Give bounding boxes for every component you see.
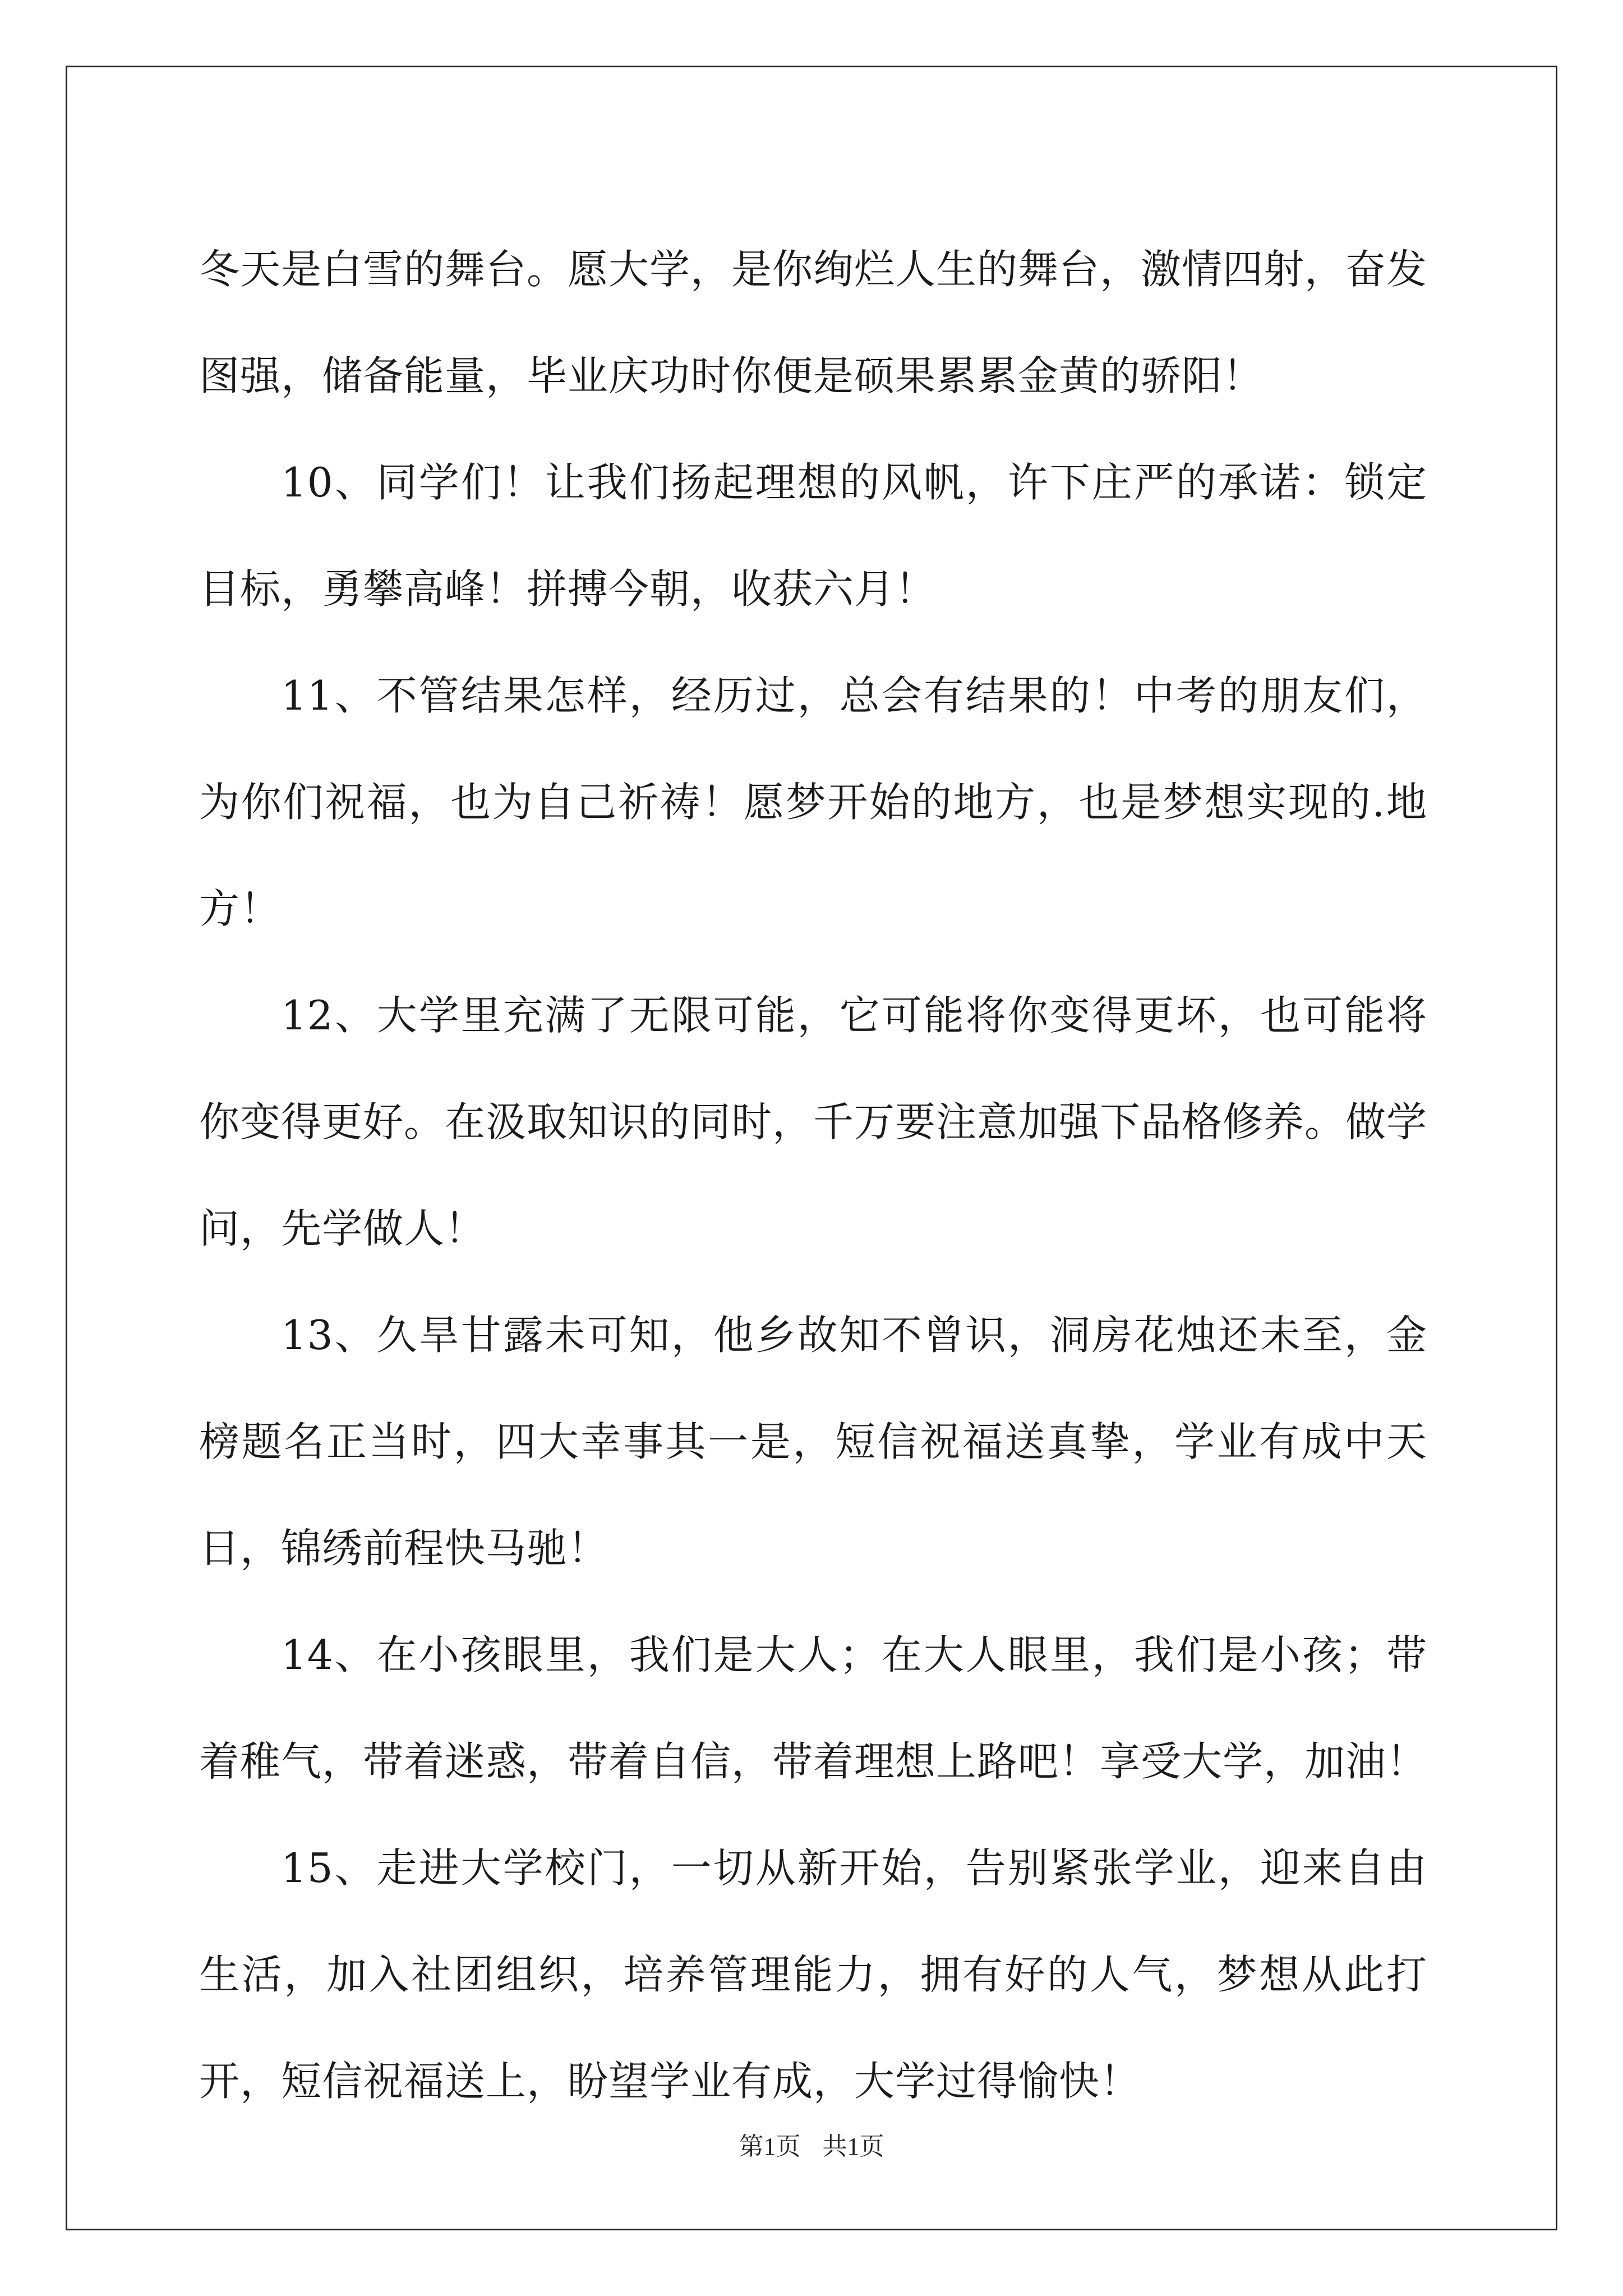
paragraph-7: 15、走进大学校门，一切从新开始，告别紧张学业，迎来自由生活，加入社团组织，培养管理能力，拥有好的人气，梦想从此打开，短信祝福送上，盼望学业有成，大学过得愉快！ [199,1844,1427,2105]
paragraph-1: 冬天是白雪的舞台。愿大学，是你绚烂人生的舞台，激情四射，奋发图强，储备能量，毕业庆功时你便是硕果累累金黄的骄阳！ [199,246,1428,399]
page-total: 共1页 [822,2133,884,2160]
paragraph-5: 13、久旱甘露未可知，他乡故知不曾识，洞房花烛还未至，金榜题名正当时，四大幸事其一是，短信祝福送真挚，学业有成中天日，锦绣前程快马驰！ [199,1312,1427,1572]
paragraph-3: 11、不管结果怎样，经历过，总会有结果的！中考的朋友们，为你们祝福，也为自己祈祷！愿梦开始的地方，也是梦想实现的.地方！ [199,672,1427,932]
paragraph-6: 14、在小孩眼里，我们是大人；在大人眼里，我们是小孩；带着稚气，带着迷惑，带着自信，带着理想上路吧！享受大学，加油！ [199,1631,1428,1785]
paragraph-4: 12、大学里充满了无限可能，它可能将你变得更坏，也可能将你变得更好。在汲取知识的同时，千万要注意加强下品格修养。做学问，先学做人！ [199,992,1428,1252]
document-body [199,216,1427,2134]
page-number: 第1页 [739,2133,801,2160]
page-footer [0,2126,1623,2162]
paragraph-2: 10、同学们！让我们扬起理想的风帆，许下庄严的承诺：锁定目标，勇攀高峰！拼搏今朝，收获六月！ [199,459,1427,613]
